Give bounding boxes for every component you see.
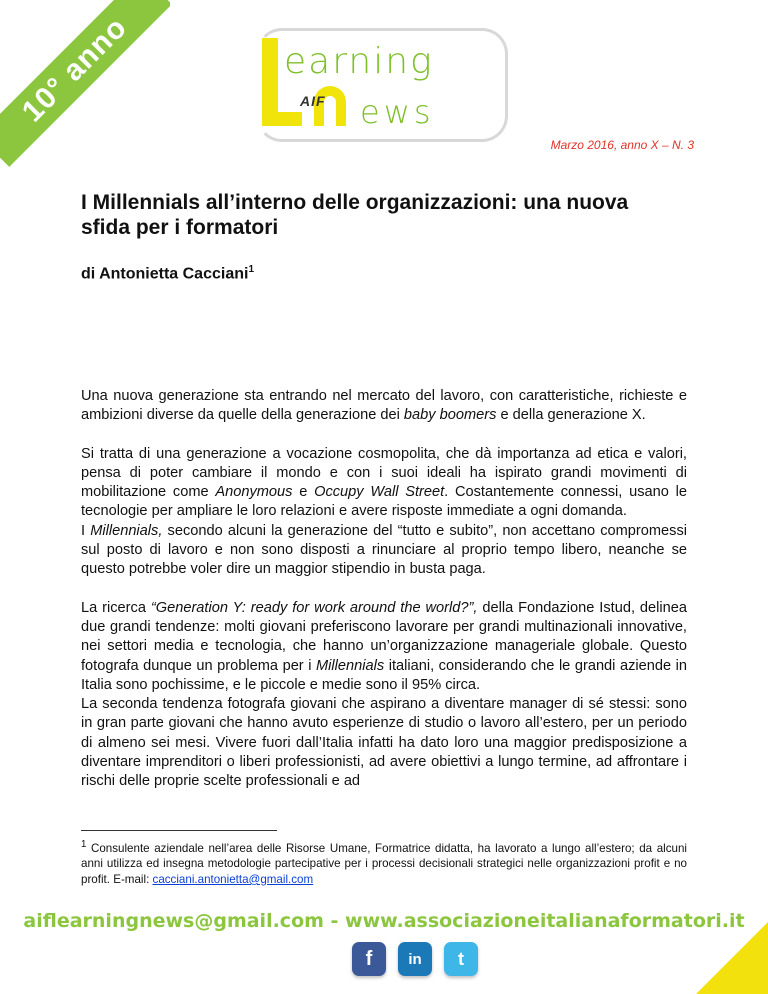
- logo-word-ews: ews: [360, 93, 435, 131]
- footnote-email-link[interactable]: cacciani.antonietta@gmail.com: [152, 872, 314, 886]
- author-footnote-mark: 1: [248, 264, 254, 275]
- footnote-text: Consulente aziendale nell’area delle Risorse Umane, Formatrice didatta, ha lavorato a lungo all’estero; da alcuni anni utilizza ed insegna metodologie partecipative per i processi decisionali strategici nelle organizzazioni profit e no profit. E-mail:: [81, 841, 687, 886]
- author-name: di Antonietta Cacciani: [81, 265, 249, 283]
- logo-letter-l-foot: [262, 112, 302, 126]
- paragraph-3: I Millennials, secondo alcuni la generazione del “tutto e subito”, non accettano compromessi sul posto di lavoro e non sono disposti a rinunciare al proprio tempo libero, neanche se questo potrebbe voler dire un maggior stipendio in busta paga.: [81, 522, 687, 578]
- linkedin-icon[interactable]: in: [398, 942, 432, 976]
- learning-news-logo: [256, 28, 511, 140]
- paragraph-5: La seconda tendenza fotografa giovani che aspirano a diventare manager di sé stessi: sono in gran parte giovani che hanno avuto esperienze di studio o lavoro all’estero, per un periodo di almeno sei mesi. Vivere fuori dall’Italia infatti ha dato loro una maggior predisposizione a diventare imprenditori o liberi professionisti, ad avere obiettivi a lungo termine, ad affrontare i rischi delle proprie scelte professionali e ad: [81, 696, 687, 790]
- social-links: [352, 942, 478, 976]
- anniversary-ribbon: [0, 0, 170, 170]
- paragraph-1: Una nuova generazione sta entrando nel mercato del lavoro, con caratteristiche, richieste e ambizioni diverse da quelle della generazione dei baby boomers e della generazione X.: [81, 388, 687, 424]
- paragraph-4: La ricerca “Generation Y: ready for work around the world?”, della Fondazione Istud, delinea due grandi tendenze: molti giovani preferiscono lavorare per grandi multinazionali innovative, nei settori media e tecnologia, che hanno un’organizzazione manageriale globale. Questo fotografa dunque un problema per i Millennials italiani, considerando che le grandi aziende in Italia sono pochissime, e le piccole e medie sono il 95% circa.: [81, 599, 687, 693]
- paragraph-2: Si tratta di una generazione a vocazione cosmopolita, che dà importanza ad etica e valori, pensa di poter cambiare il mondo e con i suoi ideali ha ispirato grandi movimenti di mobilitazione come Anonymous e Occupy Wall Street. Costantemente connessi, usano le tecnologie per ampliare le loro relazioni e avere risposte immediate a ogni domanda.: [81, 445, 687, 520]
- logo-brand-aif: AIF: [300, 93, 326, 109]
- footer-contact-link[interactable]: aiflearningnews@gmail.com - www.associazioneitalianaformatori.it: [23, 910, 745, 932]
- footnote-divider: [81, 830, 277, 831]
- issue-date: Marzo 2016, anno X – N. 3: [550, 138, 694, 152]
- facebook-icon[interactable]: f: [352, 942, 386, 976]
- twitter-icon[interactable]: t: [444, 942, 478, 976]
- footnote-mark: 1: [81, 839, 87, 850]
- footnote: [81, 837, 687, 887]
- ribbon-text: 10° anno: [0, 0, 170, 167]
- article-title: I Millennials all’interno delle organizzazioni: una nuova sfida per i formatori: [81, 191, 629, 239]
- article-body: [81, 387, 687, 792]
- logo-word-earning: earning: [284, 41, 434, 82]
- author-line: [81, 264, 254, 283]
- corner-triangle-decoration: [696, 922, 768, 994]
